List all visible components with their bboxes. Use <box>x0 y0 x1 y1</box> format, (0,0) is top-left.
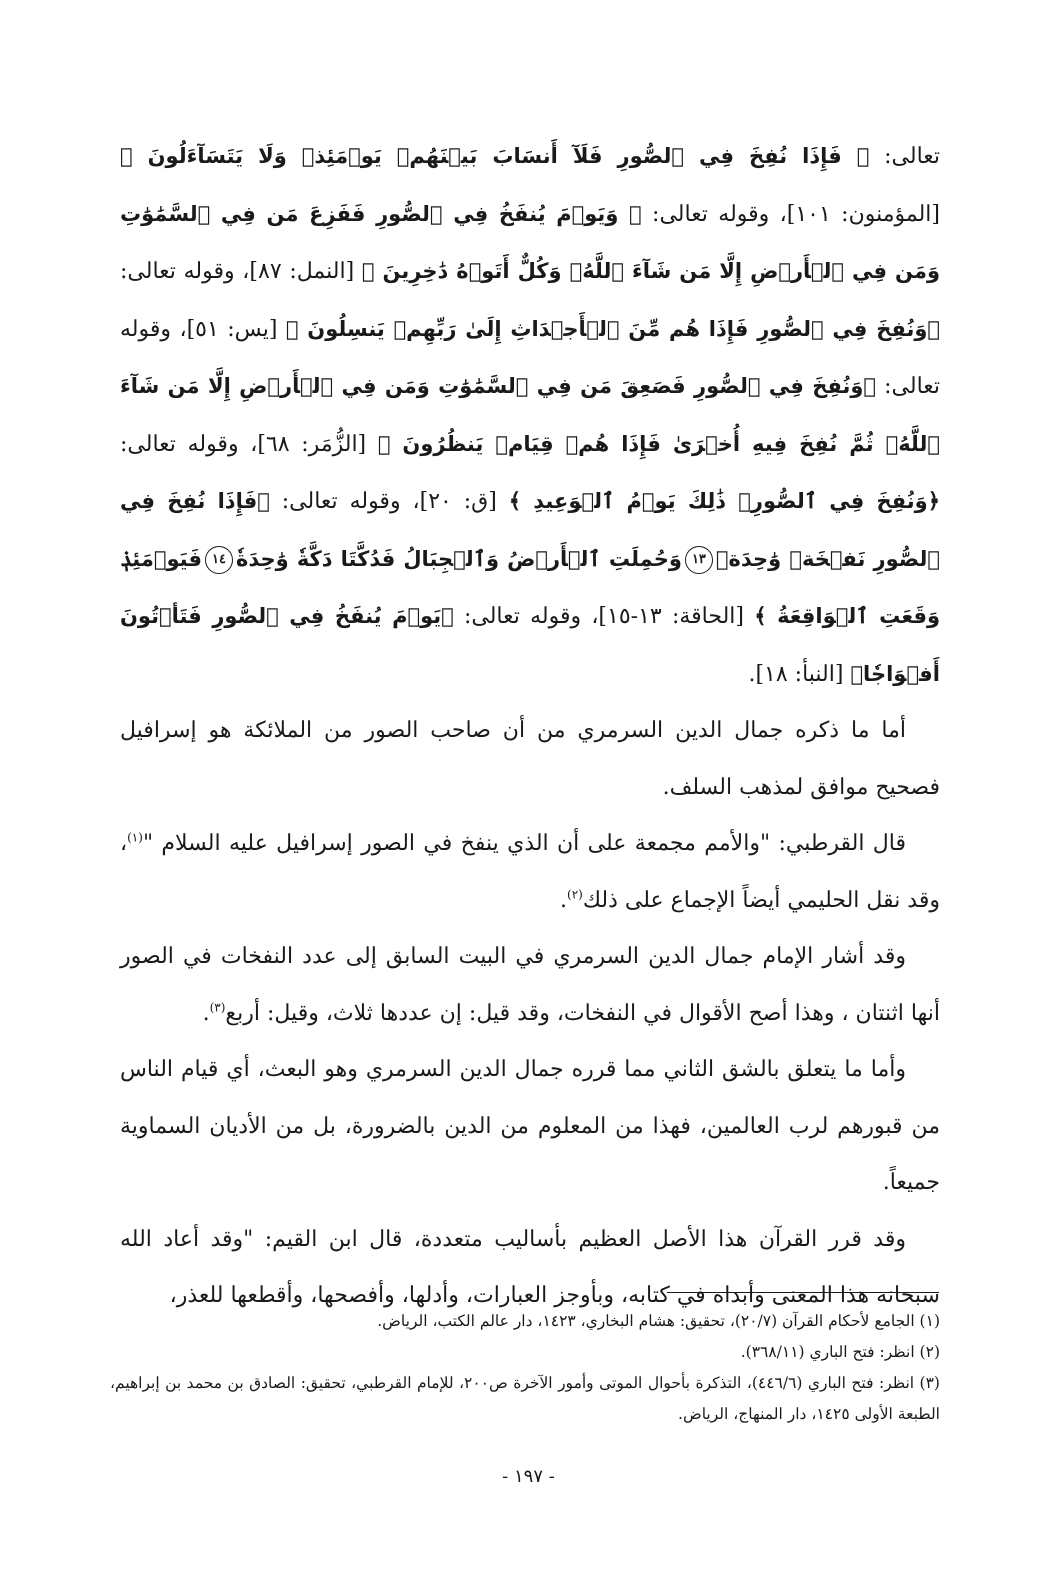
quran-verse: فَيَوۡمَئِذٖ وَقَعَتِ ٱلۡوَاقِعَةُ ﴾ <box>120 546 940 628</box>
text-run: [يس: ٥١]، وقوله تعالى: <box>120 316 941 399</box>
text-run: وقد أشار الإمام جمال الدين السرمري في البيت السابق إلى عدد النفخات في الصور أنها اثنتان ، وهذا أصح الأقوال في النفخات، وقد قيل: إن عددها ثلاث، وقيل: أربع <box>120 944 940 1026</box>
text-run: [الزُّمَر: ٦٨]، وقوله تعالى: <box>120 431 378 457</box>
footnote-3: (٣) انظر: فتح الباري (٤٤٦/٦)، التذكرة بأحوال الموتى وأمور الآخرة ص٢٠٠، للإمام القرطبي، تحقيق: الصادق بن محمد بن إبراهيم، الطبعة الأولى ١٤٢٥، دار المنهاج، الرياض. <box>110 1374 940 1423</box>
paragraph-israfil: أما ما ذكره جمال الدين السرمري من أن صاحب الصور من الملائكة هو إسرافيل فصحيح موافق لمذهب السلف. <box>120 718 940 800</box>
footnote-ref-2[interactable]: (٢) <box>567 887 583 902</box>
text-run: قال القرطبي: "والأمم مجمعة على أن الذي ينفخ في الصور إسرافيل عليه السلام " <box>142 831 906 856</box>
paragraph-number-of-blasts <box>120 929 940 1042</box>
page-number: - ١٩٧ - <box>502 1466 555 1487</box>
ayah-number-marker: ١٤ <box>205 546 233 574</box>
quran-verse: ﴿وَنُفِخَ فِي ٱلصُّورِ فَصَعِقَ مَن فِي ٱلسَّمَٰوَٰتِ وَمَن فِي ٱلۡأَرۡضِ إِلَّا مَن شَآءَ ٱللَّهُۖ ثُمَّ نُفِخَ فِيهِ أُخۡرَىٰ فَإِذَا هُمۡ قِيَامٞ يَنظُرُونَ ﴾ <box>120 374 940 456</box>
footnote-ref-3[interactable]: (٣) <box>209 1000 226 1015</box>
quran-verse: وَحُمِلَتِ ٱلۡأَرۡضُ وَٱلۡجِبَالُ فَدُكَّتَا دَكَّةٗ وَٰحِدَةٗ <box>235 546 682 571</box>
text-run: [النمل: ٨٧]، وقوله تعالى: <box>120 259 362 284</box>
footnote-ref-1[interactable]: (١) <box>127 830 143 845</box>
ayah-number-marker: ١٣ <box>685 546 713 574</box>
text-run: [المؤمنون: ١٠١]، وقوله تعالى: <box>641 201 940 227</box>
text-run: [ق: ٢٠]، وقوله تعالى: <box>269 489 509 514</box>
text-run: . <box>202 1000 210 1026</box>
text-run: تعالى: <box>869 144 941 169</box>
main-text <box>120 128 940 1325</box>
text-run: ، وقد نقل الحليمي أيضاً الإجماع على ذلك <box>120 831 940 913</box>
text-run: [الحاقة: ١٣-١٥]، وقوله تعالى: <box>453 604 755 629</box>
footnote-2: (٢) انظر: فتح الباري (٣٦٨/١١). <box>740 1343 940 1361</box>
footnotes <box>110 1306 940 1430</box>
paragraph-ibn-qayyim: وقد قرر القرآن هذا الأصل العظيم بأساليب متعددة، قال ابن القيم: "وقد أعاد الله سبحانه هذا المعنى وأبداه في كتابه، وبأوجز العبارات، وأدلها، وأفصحها، وأقطعها للعذر، <box>120 1226 940 1308</box>
text-run: . <box>560 887 567 913</box>
quran-verse: ﴿ وَيَوۡمَ يُنفَخُ فِي ٱلصُّورِ فَفَزِعَ مَن فِي ٱلسَّمَٰوَٰتِ وَمَن فِي ٱلۡأَرۡضِ إِلَّا مَن شَآءَ ٱللَّهُۚ وَكُلٌّ أَتَوۡهُ دَٰخِرِينَ ﴾ <box>120 201 940 283</box>
quran-verse: ﴿وَنُفِخَ فِي ٱلصُّورِۚ ذَٰلِكَ يَوۡمُ ٱلۡوَعِيدِ ﴾ <box>508 489 940 513</box>
paragraph-quran-verses <box>120 128 940 703</box>
footnote-separator <box>667 1292 939 1293</box>
quran-verse: ﴿فَإِذَا نُفِخَ فِي ٱلصُّورِ نَفۡخَةٞ وَٰحِدَةٞ <box>120 489 940 571</box>
paragraph-resurrection: وأما ما يتعلق بالشق الثاني مما قرره جمال الدين السرمري وهو البعث، أي قيام الناس من قبورهم لرب العالمين، فهذا من المعلوم من الدين بالضرورة، بل من الأديان السماوية جميعاً. <box>120 1057 940 1195</box>
quran-verse: ﴿يَوۡمَ يُنفَخُ فِي ٱلصُّورِ فَتَأۡتُونَ أَفۡوَاجٗا﴾ <box>120 604 940 686</box>
quran-verse: ﴿ فَإِذَا نُفِخَ فِي ٱلصُّورِ فَلَآ أَنسَابَ بَيۡنَهُمۡ يَوۡمَئِذٖ وَلَا يَتَسَآءَلُونَ ﴾ <box>120 144 870 168</box>
quran-verse: ﴿وَنُفِخَ فِي ٱلصُّورِ فَإِذَا هُم مِّنَ ٱلۡأَجۡدَاثِ إِلَىٰ رَبِّهِمۡ يَنسِلُونَ ﴾ <box>285 316 940 341</box>
paragraph-qurtubi-quote <box>120 816 940 929</box>
text-run: [النبأ: ١٨]. <box>748 661 851 687</box>
footnote-1: (١) الجامع لأحكام القرآن (٢٠/٧)، تحقيق: هشام البخاري، ١٤٢٣، دار عالم الكتب، الرياض. <box>377 1312 940 1330</box>
